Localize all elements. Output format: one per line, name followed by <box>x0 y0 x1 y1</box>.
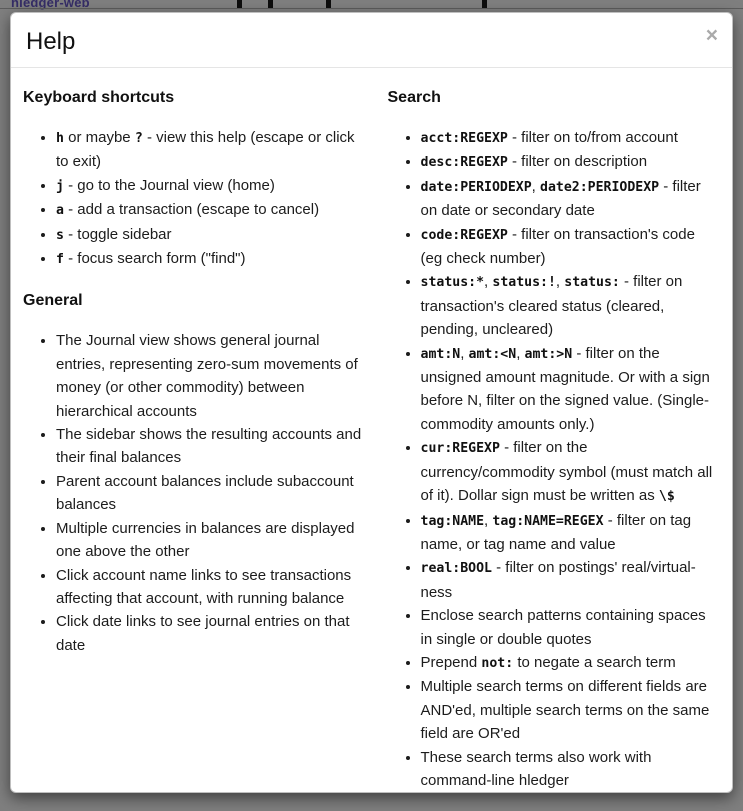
list-item-text: - filter on the unsigned amount magnitude. Or with a sign before N, filter on the signed value. (Single-commodity amounts only.) <box>420 344 710 433</box>
list-item <box>421 651 719 675</box>
list-item <box>56 198 364 222</box>
list-item <box>56 564 364 611</box>
inline-code: cur:REGEXP <box>420 441 500 457</box>
modal-title: Help <box>26 28 76 55</box>
inline-code: j <box>56 178 64 194</box>
list-item-text: Prepend <box>420 653 482 671</box>
list-item <box>421 342 719 437</box>
list-item <box>421 509 719 557</box>
list-item <box>56 223 364 247</box>
list-item <box>56 126 364 174</box>
help-list <box>23 126 364 271</box>
list-item-text: , <box>460 344 469 362</box>
list-item <box>421 556 719 604</box>
list-item <box>421 150 719 174</box>
inline-code: date:PERIODEXP <box>420 179 532 195</box>
section-heading: Keyboard shortcuts <box>23 89 175 106</box>
inline-code: ? <box>134 131 143 146</box>
list-item <box>56 247 364 271</box>
list-item-text: Parent account balances include subaccount balances <box>56 472 354 514</box>
inline-code: date2:PERIODEXP <box>540 179 660 195</box>
list-item-text: - filter on transaction's cleared status (cleared, pending, uncleared) <box>420 273 683 339</box>
list-item-text: - add a transaction (escape to cancel) <box>63 201 320 219</box>
list-item-text: - filter on to/from account <box>507 129 678 146</box>
list-item-text: - filter on description <box>507 153 648 171</box>
list-item <box>56 610 364 657</box>
list-item-text: - filter on the currency/commodity symbol (must match all of it). Dollar sign must be written as <box>420 439 713 505</box>
list-item-text: to negate a search term <box>513 653 676 671</box>
list-item-text: Multiple currencies in balances are displayed one above the other <box>56 519 355 561</box>
list-item-text: - go to the Journal view (home) <box>63 176 275 194</box>
inline-code: real:BOOL <box>420 561 492 577</box>
list-item <box>421 175 719 223</box>
list-item-text: These search terms also work with command-line hledger <box>420 748 652 789</box>
list-item-text: Enclose search patterns containing spaces in single or double quotes <box>420 607 706 648</box>
list-item-text: - toggle sidebar <box>63 225 172 243</box>
list-item-text: - view this help (escape or click to exit) <box>56 129 355 171</box>
inline-code: \$ <box>658 489 675 505</box>
inline-code: acct:REGEXP <box>420 131 508 146</box>
inline-code: amt:<N <box>468 346 517 362</box>
inline-code: code:REGEXP <box>420 227 508 243</box>
list-item-text: - focus search form ("find") <box>63 250 246 268</box>
left-column <box>23 88 372 792</box>
inline-code: a <box>56 203 64 219</box>
inline-code: amt:N <box>420 346 461 362</box>
list-item <box>421 675 719 745</box>
list-item <box>421 126 719 150</box>
list-item <box>421 223 719 271</box>
inline-code: amt:>N <box>524 346 573 362</box>
inline-code: h <box>56 131 64 146</box>
list-item <box>421 270 719 341</box>
list-item-text: Click account name links to see transactions affecting that account, with running balance <box>56 566 352 607</box>
inline-code: s <box>56 227 64 243</box>
modal-header <box>11 13 732 68</box>
inline-code: status:* <box>420 275 485 291</box>
list-item <box>56 517 364 564</box>
close-icon[interactable]: × <box>705 24 718 47</box>
list-item-text: - filter on tag name, or tag name and value <box>420 511 692 553</box>
help-list <box>23 329 364 657</box>
list-item-text: , <box>484 511 493 529</box>
list-item-text: Click date links to see journal entries on that date <box>56 613 350 654</box>
section-heading: General <box>23 292 83 310</box>
list-item-text: or maybe <box>63 129 135 146</box>
list-item <box>421 746 719 793</box>
inline-code: tag:NAME=REGEX <box>492 513 604 529</box>
list-item <box>56 174 364 198</box>
inline-code: not: <box>481 655 514 671</box>
list-item-text: , <box>555 273 565 291</box>
list-item-text: , <box>531 177 540 195</box>
modal-body <box>11 68 732 793</box>
list-item-text: The sidebar shows the resulting accounts and their final balances <box>56 426 362 467</box>
inline-code: status: <box>564 275 620 291</box>
help-modal <box>10 12 733 793</box>
list-item <box>421 604 719 651</box>
list-item-text: , <box>484 273 493 291</box>
list-item-text: Multiple search terms on different fields are AND'ed, multiple search terms on the same field are OR'ed <box>420 678 710 743</box>
list-item-text: - filter on postings' real/virtual-ness <box>420 559 696 601</box>
list-item-text: - filter on transaction's code (eg check number) <box>420 225 695 268</box>
list-item-text: - filter on date or secondary date <box>420 177 701 220</box>
inline-code: status:! <box>492 275 556 291</box>
list-item-text: The Journal view shows general journal entries, representing zero-sum movements of money (or other commodity) between hierarchical accounts <box>56 332 358 420</box>
section-heading: Search <box>387 89 441 106</box>
help-list <box>388 126 719 792</box>
inline-code: desc:REGEXP <box>420 155 508 171</box>
list-item <box>56 423 364 470</box>
right-column <box>372 88 721 792</box>
list-item <box>421 436 719 508</box>
list-item <box>56 470 364 517</box>
list-item <box>56 329 364 423</box>
list-item-text: , <box>516 344 525 362</box>
inline-code: f <box>56 252 64 268</box>
inline-code: tag:NAME <box>420 513 485 529</box>
